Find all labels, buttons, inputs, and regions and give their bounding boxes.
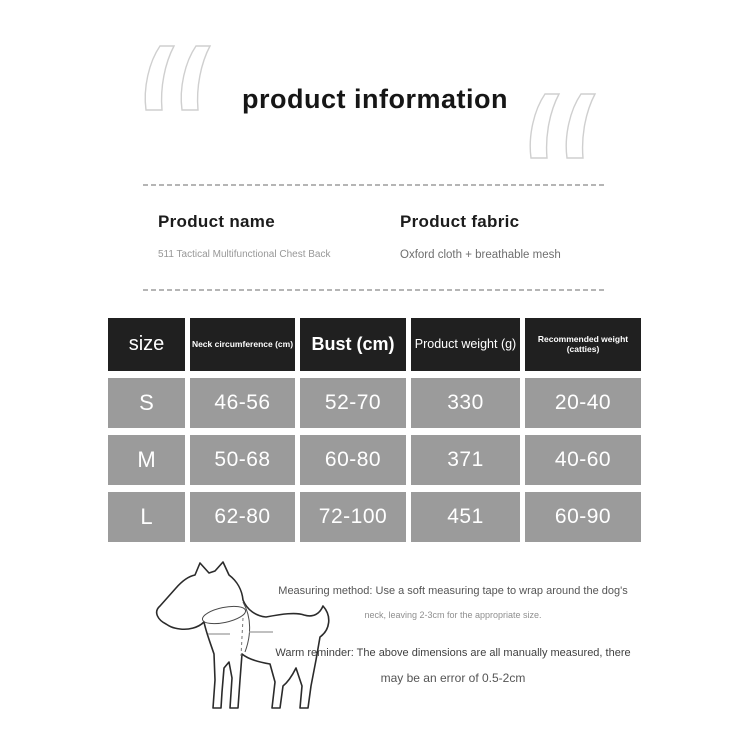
table-cell-neck-m: 50-68 (190, 435, 295, 485)
measuring-method-line2: neck, leaving 2-3cm for the appropriate size. (364, 610, 542, 620)
table-cell-rec-l: 60-90 (525, 492, 641, 542)
product-name-label: Product name (158, 212, 275, 231)
page-title: product information (242, 84, 508, 114)
product-fabric-value: Oxford cloth + breathable mesh (400, 249, 561, 261)
table-cell-bust-l: 72-100 (300, 492, 406, 542)
product-fabric-label: Product fabric (400, 212, 520, 231)
divider-bottom (143, 289, 606, 291)
warm-reminder-line1: Warm reminder: The above dimensions are all manually measured, there (275, 647, 631, 659)
table-cell-rec-s: 20-40 (525, 378, 641, 428)
table-header-weight: Product weight (g) (411, 318, 520, 371)
table-cell-size-l: L (108, 492, 185, 542)
size-table (108, 318, 641, 542)
warm-reminder-line2: may be an error of 0.5-2cm (380, 671, 526, 685)
table-cell-size-m: M (108, 435, 185, 485)
divider-top (143, 184, 606, 186)
product-name-section (158, 212, 331, 260)
table-header-recommended: Recommended weight (catties) (525, 318, 641, 371)
table-cell-weight-m: 371 (411, 435, 520, 485)
table-header-size: size (108, 318, 185, 371)
product-fabric-section (400, 212, 561, 261)
measuring-method-line1: Measuring method: Use a soft measuring tape to wrap around the dog's (278, 585, 628, 597)
table-cell-bust-s: 52-70 (300, 378, 406, 428)
closing-quote-icon (527, 93, 609, 159)
table-cell-neck-s: 46-56 (190, 378, 295, 428)
table-cell-size-s: S (108, 378, 185, 428)
table-cell-bust-m: 60-80 (300, 435, 406, 485)
table-cell-neck-l: 62-80 (190, 492, 295, 542)
product-name-value: 511 Tactical Multifunctional Chest Back (158, 249, 331, 260)
table-cell-weight-l: 451 (411, 492, 520, 542)
table-cell-weight-s: 330 (411, 378, 520, 428)
table-header-bust: Bust (cm) (300, 318, 406, 371)
table-header-neck: Neck circumference (cm) (190, 318, 295, 371)
notes-section (268, 585, 638, 685)
table-cell-rec-m: 40-60 (525, 435, 641, 485)
